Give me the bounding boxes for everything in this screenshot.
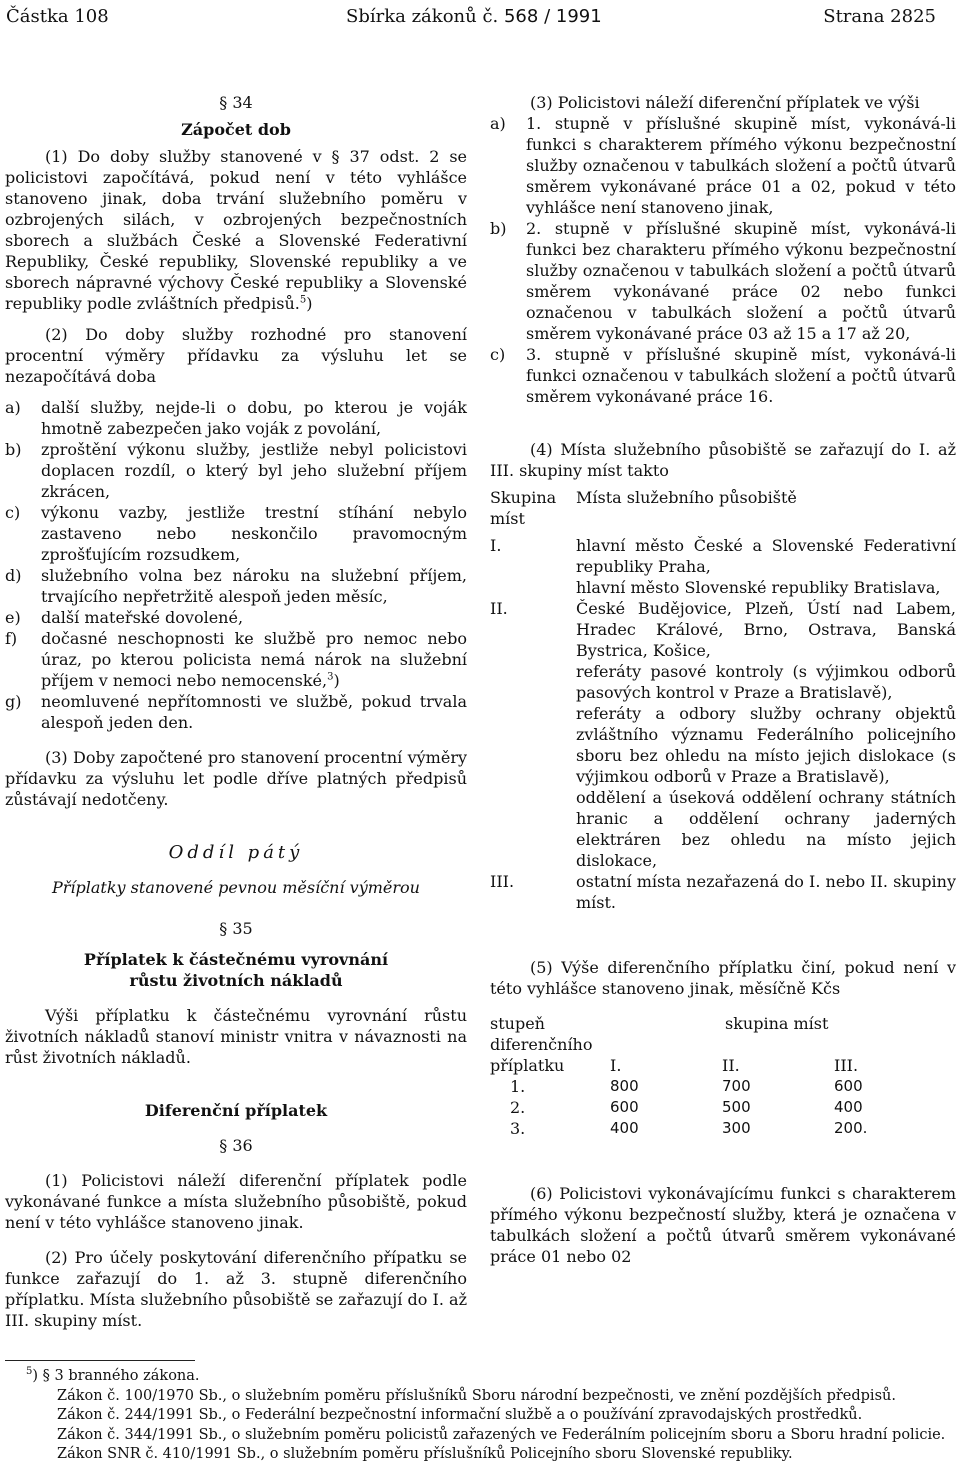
footnote-line: Zákon č. 344/1991 Sb., o služebním poměru policistů zařazených ve Federálním policejním sboru a Sboru hradní policie.: [57, 1426, 946, 1443]
group-row: II. České Budějovice, Plzeň, Ústí nad Labem, Hradec Králové, Brno, Ostrava, Banská Bystrica, Košice, referáty pasové kontroly (s výjimkou odborů pasových kontrol v Praze a Bratislavě), referáty a odbory služby ochrany objektů zvláštního významu Federálního policejního sboru bez ohledu na místo jejich dislokace (s výjimkou odborů v Praze a Bratislavě), oddělení a úseková oddělení ochrany státních hranic a oddělení ochrany jaderných elektráren bez ohledu na místo jejich dislokace,: [490, 599, 956, 870]
list-item: c) výkonu vazby, jestliže trestní stíhání nebylo zastaveno nebo neskončilo pravomocným zprošťujícím rozsudkem,: [5, 503, 467, 564]
list-item: b) 2. stupně v příslušné skupině míst, vykonává-li funkci bez charakteru přímého výkonu bezpečnostní služby označenou v tabulkách složení a počtů útvarů směrem vykonávané práce 02 nebo funkci označenou v tabulkách složení a počtů útvarů směrem vykonávané práce 03 až 15 a 17 až 20,: [490, 219, 956, 343]
table-header-row: příplatku I. II. III.: [490, 1055, 867, 1076]
section-35-paragraph: Výši příplatku k částečnému vyrovnání růstu životních nákladů stanoví ministr vnitra v návaznosti na růst životních nákladů.: [5, 1006, 467, 1067]
footnote-line: Zákon č. 244/1991 Sb., o Federální bezpečnostní informační službě a o používání zpravodajských prostředků.: [57, 1407, 863, 1423]
part-subtitle: Příplatky stanovené pevnou měsíční výměrou: [52, 878, 420, 897]
left-column: [5, 92, 467, 1331]
section-34-paragraph-2: (2) Do doby služby rozhodné pro stanovení procentní výměry přídavku za výsluhu let se nezapočítává doba: [5, 325, 467, 386]
footnote-ref: 5: [299, 294, 307, 306]
footnote-ref: 3: [327, 671, 334, 683]
header-number: 568: [503, 6, 539, 27]
section-34-sign: § 34: [219, 93, 253, 112]
groups-header-col1: Skupina míst: [490, 488, 557, 528]
list-item: d) služebního volna bez nároku na služební příjem, trvajícího nepřetržitě alespoň jeden měsíc,: [5, 566, 467, 606]
section-35-sign: § 35: [219, 919, 253, 938]
page-header: [6, 6, 936, 32]
list-item: e) další mateřské dovolené,: [5, 608, 244, 627]
section-34-paragraph-3: (3) Doby započtené pro stanovení procentní výměry přídavku za výsluhu let podle dříve platných předpisů zůstávají nedotčeny.: [5, 748, 467, 809]
table-col-header: II.: [722, 1056, 740, 1075]
footnote-line: Zákon SNR č. 410/1991 Sb., o služebním poměru příslušníků Policejního sboru Slovenské republiky.: [57, 1446, 793, 1462]
footnote-mark: 5: [26, 1366, 33, 1378]
list-item: a) další služby, nejde-li o dobu, po kterou je voják hmotně zabezpečen jako voják z povolání,: [5, 398, 467, 438]
table-col-header: III.: [834, 1056, 859, 1075]
table-col-header: I.: [610, 1056, 622, 1075]
section-36-paragraph-4: (4) Místa služebního působiště se zařazují do I. až III. skupiny míst takto: [490, 440, 956, 480]
table-row: 1. 800 700 600: [510, 1077, 863, 1096]
header-page: Strana 2825: [823, 6, 936, 27]
list-item: a) 1. stupně v příslušné skupině míst, vykonává-li funkci s charakterem přímého výkonu bezpečnostní služby označenou v tabulkách složení a počtů útvarů směrem vykonávané práce 01 a 02, pokud v této vyhlášce není stanoveno jinak,: [490, 114, 956, 217]
group-row: I. hlavní město České a Slovenské Federativní republiky Praha, hlavní město Slovenské republiky Bratislava,: [490, 536, 956, 597]
list-item: c) 3. stupně v příslušné skupině míst, vykonává-li funkci označenou v tabulkách složení a počtů útvarů směrem vykonávané práce 16.: [490, 345, 956, 406]
footnote-rule: [5, 1360, 195, 1361]
section-34-paragraph-1: (1) Do doby služby stanovené v § 37 odst. 2 se policistovi započítává, pokud není v této vyhlášce stanoveno jinak, doba trvání služebního poměru v ozbrojených silách, v ozbrojených bezpečnostních sborech a službách České a Slovenské Federativní Republiky, České republiky, Slovenské republiky a ve sborech nápravné výchovy České republiky a Slovenské republiky podle zvláštních předpisů.$^5$): [5, 147, 467, 313]
table-row: 2. 600 500 400: [510, 1098, 863, 1117]
footnotes: [26, 1367, 956, 1465]
groups-header-col2: Místa služebního působiště: [576, 488, 797, 507]
table-group-header: skupina míst: [725, 1014, 829, 1033]
list-item: g) neomluvené nepřítomnosti ve službě, pokud trvala alespoň jeden den.: [5, 692, 467, 732]
section-34-list: [5, 397, 467, 733]
differential-heading: Diferenční příplatek: [144, 1101, 328, 1120]
footnote-line: $^5$) § 3 branného zákona.: [26, 1366, 200, 1384]
section-36-sign: § 36: [219, 1136, 253, 1155]
footnote-line: Zákon č. 100/1970 Sb., o služebním poměru příslušníků Sboru národní bezpečnosti, ve znění pozdějších předpisů.: [57, 1387, 896, 1404]
list-item: b) zproštění výkonu služby, jestliže nebyl policistovi doplacen rozdíl, o který byl jeho služební příjem zkrácen,: [5, 440, 467, 501]
section-36-paragraph-5: (5) Výše diferenčního příplatku činí, pokud není v této vyhlášce stanoveno jinak, měsíčně Kčs: [490, 958, 956, 998]
header-collection: Sbírka zákonů č. 568 / 1991: [346, 6, 602, 27]
header-year: / 1991: [544, 6, 602, 27]
group-row: III. ostatní místa nezařazená do I. nebo II. skupiny míst.: [490, 872, 956, 912]
right-column: [490, 92, 956, 1267]
section-34-title: Zápočet dob: [181, 120, 291, 139]
rates-table: [490, 1013, 867, 1139]
section-36-paragraph-1: (1) Policistovi náleží diferenční příplatek podle vykonávané funkce a místa služebního působiště, pokud není v této vyhlášce stanoveno jinak.: [5, 1171, 467, 1232]
table-row: 3. 400 300 200.: [510, 1119, 868, 1138]
section-35-title: Příplatek k částečnému vyrovnání růstu životních nákladů: [83, 950, 389, 990]
header-part: Částka 108: [6, 6, 109, 27]
section-36-list: [490, 113, 956, 407]
section-36-paragraph-2: (2) Pro účely poskytování diferenčního přípatku se funkce zařazují do 1. až 3. stupně diferenčního příplatku. Místa služebního působiště se zařazují do I. až III. skupiny míst.: [5, 1248, 467, 1330]
table-header-row: stupeň diferenčního skupina míst: [490, 1013, 867, 1055]
part-title: Oddíl pátý: [168, 842, 304, 863]
list-item: f) dočasné neschopnosti ke službě pro nemoc nebo úraz, po kterou policista nemá nárok na služební příjem v nemoci nebo nemocenské,$^3$): [5, 629, 467, 690]
section-36-paragraph-6: (6) Policistovi vykonávajícímu funkci s charakterem přímého výkonu bezpečností služby, která je označena v tabulkách složení a počtů útvarů směrem vykonávané práce 01 nebo 02: [490, 1184, 956, 1266]
groups-header: [490, 487, 956, 529]
section-36-paragraph-3: (3) Policistovi náleží diferenční příplatek ve výši: [530, 93, 920, 112]
